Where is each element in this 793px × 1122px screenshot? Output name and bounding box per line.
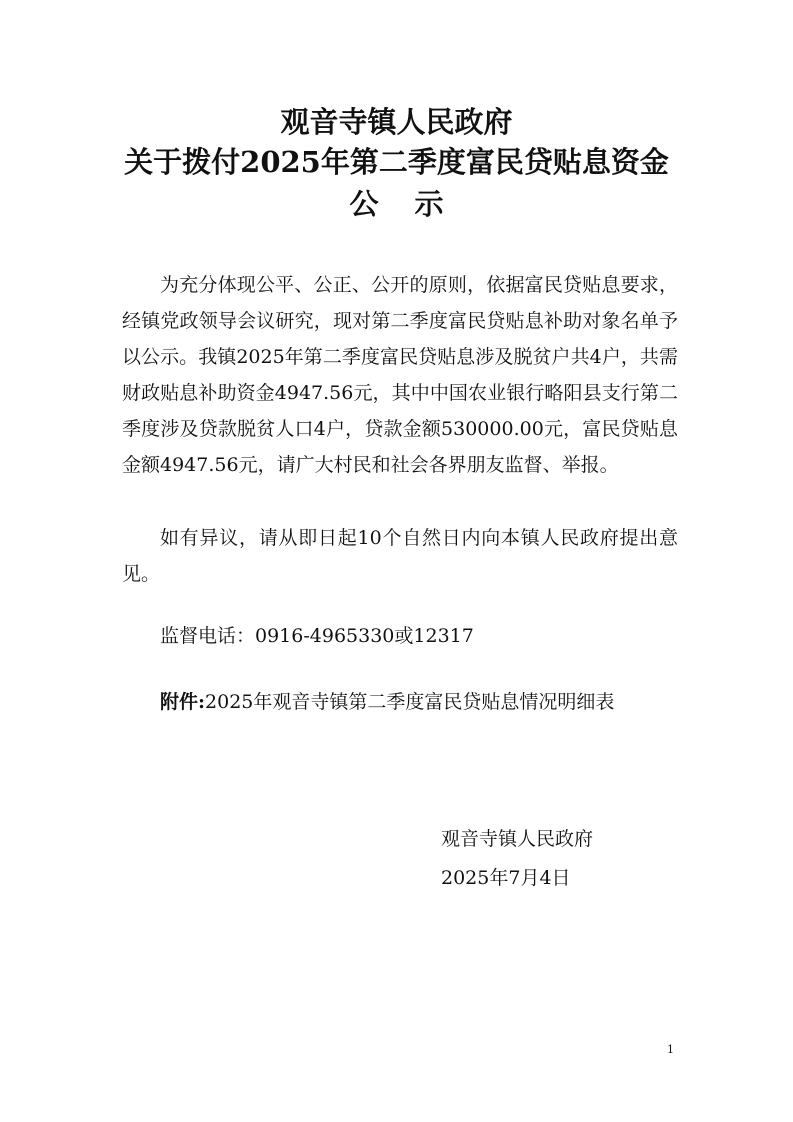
document-title-line-2: 关于拨付2025年第二季度富民贷贴息资金 [124,145,669,179]
supervision-phone-line: 监督电话：0916-4965330或12317 [160,625,474,647]
signature-organization: 观音寺镇人民政府 [441,828,594,850]
body-paragraph-1: 为充分体现公平、公正、公开的原则，依据富民贷贴息要求，经镇党政领导会议研究，现对第二季度富民贷贴息补助对象名单予以公示。我镇2025年第二季度富民贷贴息涉及脱贫户共4户，共需财政贴息补助资金4947.56元，其中中国农业银行略阳县支行第二季度涉及贷款脱贫人口4户，贷款金额530000.00元，富民贷贴息金额4947.56元，请广大村民和社会各界朋友监督、举报。 [122,274,678,476]
attachment-line [160,690,614,714]
page-number: 1 [667,1043,674,1056]
attachment-label: 附件: [160,691,206,713]
title-char-shi: 示 [414,187,444,221]
attachment-text: 2025年观音寺镇第二季度富民贷贴息情况明细表 [205,691,615,713]
document-title-line-1: 观音寺镇人民政府 [280,105,513,139]
signature-date: 2025年7月4日 [441,867,571,889]
document-title-line-3 [0,187,793,221]
body-paragraph-2: 如有异议，请从即日起10个自然日内向本镇人民政府提出意见。 [122,527,678,585]
title-char-gong: 公 [349,187,379,221]
